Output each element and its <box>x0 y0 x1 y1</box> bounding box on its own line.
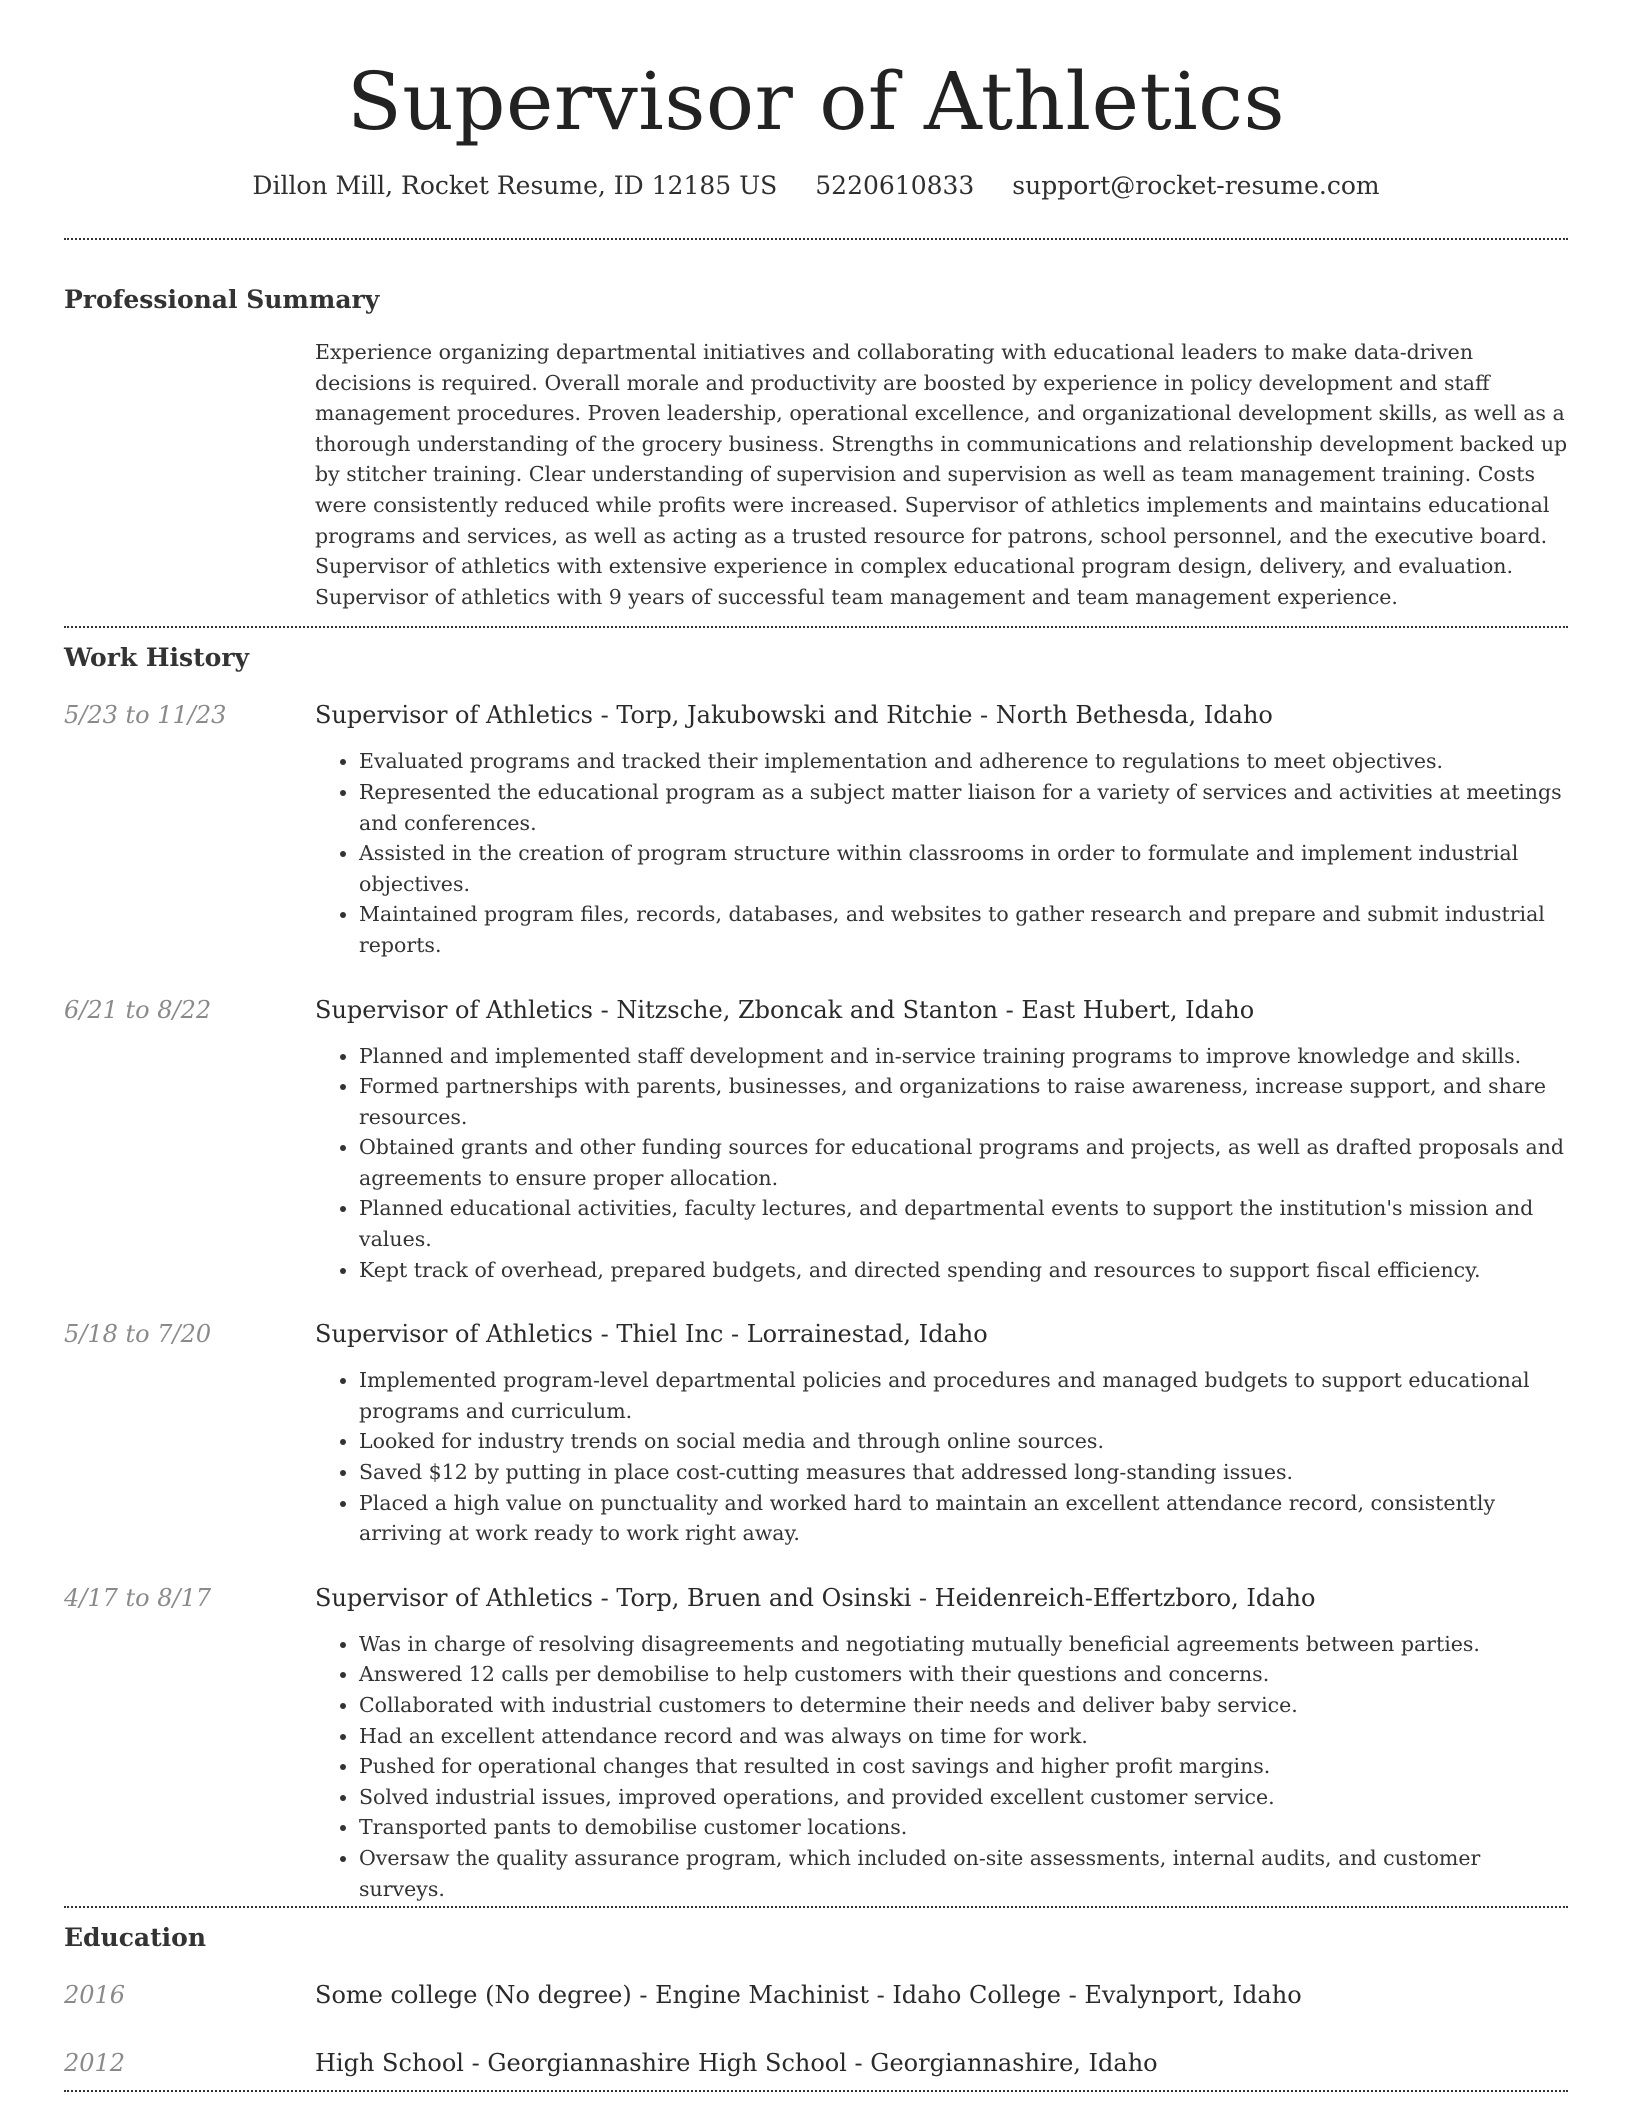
job-entry <box>64 995 1568 1286</box>
job-date: 5/18 to 7/20 <box>64 1320 212 1349</box>
job-bullet: • Implemented program-level departmental policies and procedures and managed budgets to support educational programs and curriculum. <box>359 1365 1568 1426</box>
divider <box>64 238 1568 240</box>
job-bullet: • Transported pants to demobilise customer locations. <box>359 1812 1568 1843</box>
job-heading: Supervisor of Athletics - Thiel Inc - Lorrainestad, Idaho <box>315 1320 988 1349</box>
job-heading: Supervisor of Athletics - Torp, Bruen and Osinski - Heidenreich-Effertzboro, Idaho <box>315 1583 1316 1612</box>
job-bullet: • Obtained grants and other funding sources for educational programs and projects, as well as drafted proposals and agreements to ensure proper allocation. <box>359 1132 1568 1193</box>
job-bullet: • Kept track of overhead, prepared budgets, and directed spending and resources to support fiscal efficiency. <box>359 1255 1568 1286</box>
job-date: 5/23 to 11/23 <box>64 701 227 730</box>
work-history-section <box>64 642 1568 1904</box>
resume-page <box>64 0 1568 2092</box>
contact-email: support@rocket-resume.com <box>1012 171 1380 200</box>
job-bullet: • Saved $12 by putting in place cost-cutting measures that addressed long-standing issues. <box>359 1457 1568 1488</box>
section-title-education: Education <box>64 1923 207 1953</box>
education-entry <box>64 1980 1568 2010</box>
job-bullet: • Planned educational activities, faculty lectures, and departmental events to support the institution's mission and values. <box>359 1193 1568 1254</box>
job-bullet: • Placed a high value on punctuality and worked hard to maintain an excellent attendance record, consistently arriving at work ready to work right away. <box>359 1488 1568 1549</box>
job-bullet: • Represented the educational program as a subject matter liaison for a variety of services and activities at meetings and conferences. <box>359 777 1568 838</box>
contact-address: Dillon Mill, Rocket Resume, ID 12185 US <box>252 171 778 200</box>
job-heading: Supervisor of Athletics - Torp, Jakubowski and Ritchie - North Bethesda, Idaho <box>315 701 1273 730</box>
divider <box>64 2090 1568 2092</box>
job-bullet: • Planned and implemented staff development and in-service training programs to improve knowledge and skills. <box>359 1041 1568 1072</box>
contact-phone: 5220610833 <box>815 171 975 200</box>
divider <box>64 626 1568 628</box>
job-bullet: • Solved industrial issues, improved operations, and provided excellent customer service. <box>359 1782 1568 1813</box>
job-bullet: • Oversaw the quality assurance program, which included on-site assessments, internal audits, and customer surveys. <box>359 1843 1568 1904</box>
job-bullet: • Formed partnerships with parents, businesses, and organizations to raise awareness, increase support, and share resources. <box>359 1071 1568 1132</box>
job-bullets <box>315 1041 1568 1286</box>
divider <box>64 1906 1568 1908</box>
resume-name: Supervisor of Athletics <box>346 55 1286 148</box>
job-entry <box>64 1583 1568 1904</box>
job-bullets <box>315 1629 1568 1904</box>
section-title-summary: Professional Summary <box>64 285 380 314</box>
education-section <box>64 1922 1568 2078</box>
job-bullet: • Was in charge of resolving disagreements and negotiating mutually beneficial agreements between parties. <box>359 1629 1568 1660</box>
contact-line <box>64 170 1568 202</box>
job-date: 6/21 to 8/22 <box>64 995 212 1024</box>
job-bullet: • Assisted in the creation of program structure within classrooms in order to formulate and implement industrial objectives. <box>359 838 1568 899</box>
job-bullet: • Evaluated programs and tracked their implementation and adherence to regulations to meet objectives. <box>359 746 1568 777</box>
education-entry <box>64 2048 1568 2078</box>
job-bullet: • Pushed for operational changes that resulted in cost savings and higher profit margins. <box>359 1751 1568 1782</box>
job-bullet: • Collaborated with industrial customers to determine their needs and deliver baby service. <box>359 1690 1568 1721</box>
job-entry <box>64 1319 1568 1549</box>
job-bullets <box>315 746 1568 960</box>
job-bullet: • Answered 12 calls per demobilise to help customers with their questions and concerns. <box>359 1659 1568 1690</box>
education-date: 2016 <box>64 1981 126 2010</box>
summary-text: Experience organizing departmental initiatives and collaborating with educational leaders to make data-driven decisions is required. Overall morale and productivity are boosted by experience in policy development and staff management procedures. Proven leadership, operational excellence, and organizational development skills, as well as a thorough understanding of the grocery business. Strengths in communications and relationship development backed up by stitcher training. Clear understanding of supervision and supervision as well as team management training. Costs were consistently reduced while profits were increased. Supervisor of athletics implements and maintains educational programs and services, as well as acting as a trusted resource for patrons, school personnel, and the executive board. Supervisor of athletics with extensive experience in complex educational program design, delivery, and evaluation. Supervisor of athletics with 9 years of successful team management and team management experience. <box>315 340 1568 609</box>
education-heading: High School - Georgiannashire High School - Georgiannashire, Idaho <box>315 2049 1158 2078</box>
job-heading: Supervisor of Athletics - Nitzsche, Zboncak and Stanton - East Hubert, Idaho <box>315 995 1255 1024</box>
education-date: 2012 <box>64 2049 126 2078</box>
job-entry <box>64 700 1568 960</box>
job-bullet: • Had an excellent attendance record and was always on time for work. <box>359 1721 1568 1752</box>
job-date: 4/17 to 8/17 <box>64 1583 212 1612</box>
education-heading: Some college (No degree) - Engine Machinist - Idaho College - Evalynport, Idaho <box>315 1981 1302 2010</box>
summary-section <box>64 284 1568 626</box>
job-bullet: • Maintained program files, records, databases, and websites to gather research and prepare and submit industrial reports. <box>359 899 1568 960</box>
job-bullets <box>315 1365 1568 1549</box>
section-title-work-history: Work History <box>64 643 250 673</box>
job-bullet: • Looked for industry trends on social media and through online sources. <box>359 1426 1568 1457</box>
